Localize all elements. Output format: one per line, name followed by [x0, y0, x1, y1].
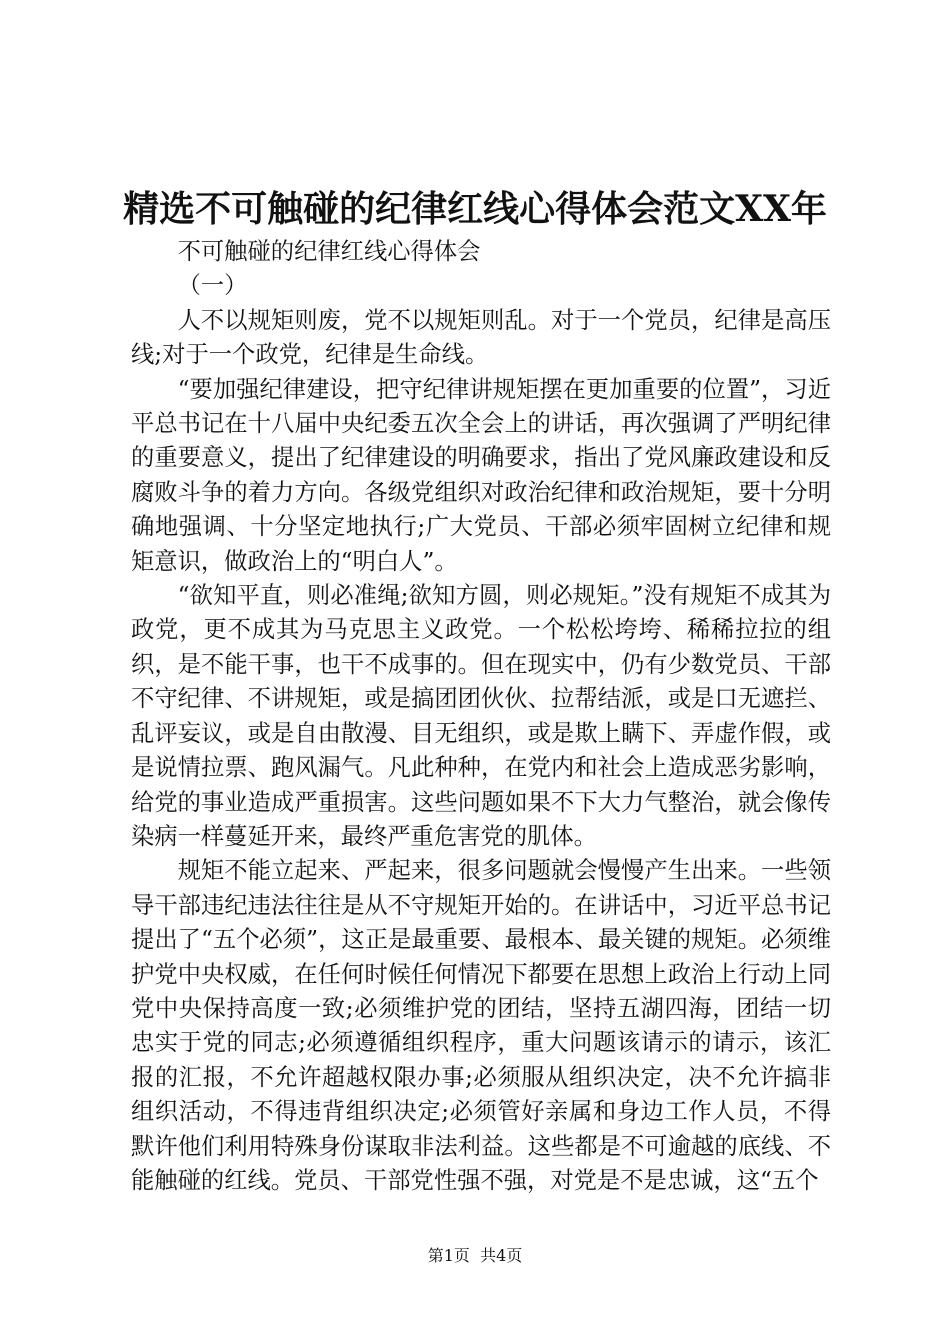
paragraph: “欲知平直，则必准绳;欲知方圆，则必规矩。”没有规矩不成其为政党，更不成其为马克思主义政党。一个松松垮垮、稀稀拉拉的组织，是不能干事，也干不成事的。但在现实中，仍有少数党员、干部不守纪律、不讲规矩，或是搞团团伙伙、拉帮结派，或是口无遮拦、乱评妄议，或是自由散漫、目无组织，或是欺上瞒下、弄虚作假，或是说情拉票、跑风漏气。凡此种种，在党内和社会上造成恶劣影响，给党的事业造成严重损害。这些问题如果不下大力气整治，就会像传染病一样蔓延开来，最终严重危害党的肌体。	[131, 582, 831, 850]
page-footer: 第1页 共4页	[427, 1246, 523, 1265]
subtitle: 不可触碰的纪律红线心得体会	[177, 238, 481, 265]
document-title: 精选不可触碰的纪律红线心得体会范文XX年	[123, 188, 827, 230]
paragraph: “要加强纪律建设，把守纪律讲规矩摆在更加重要的位置”，习近平总书记在十八届中央纪委五次全会上的讲话，再次强调了严明纪律的重要意义，提出了纪律建设的明确要求，指出了党风廉政建设和反腐败斗争的着力方向。各级党组织对政治纪律和政治规矩，要十分明确地强调、十分坚定地执行;广大党员、干部必须牢固树立纪律和规矩意识，做政治上的“明白人”。	[131, 375, 831, 575]
paragraph: 规矩不能立起来、严起来，很多问题就会慢慢产生出来。一些领导干部违纪违法往往是从不守规矩开始的。在讲话中，习近平总书记提出了“五个必须”，这正是最重要、最根本、最关键的规矩。必须维护党中央权威，在任何时候任何情况下都要在思想上政治上行动上同党中央保持高度一致;必须维护党的团结，坚持五湖四海，团结一切忠实于党的同志;必须遵循组织程序，重大问题该请示的请示，该汇报的汇报，不允许超越权限办事;必须服从组织决定，决不允许搞非组织活动，不得违背组织决定;必须管好亲属和身边工作人员，不得默许他们利用特殊身份谋取非法利益。这些都是不可逾越的底线、不能触碰的红线。党员、干部党性强不强，对党是不是忠诚，这“五个	[131, 857, 831, 1194]
paragraph: 人不以规矩则废，党不以规矩则乱。对于一个党员，纪律是高压线;对于一个政党，纪律是生命线。	[131, 306, 831, 369]
section-marker: （一）	[177, 272, 248, 300]
document-body	[131, 235, 831, 1198]
